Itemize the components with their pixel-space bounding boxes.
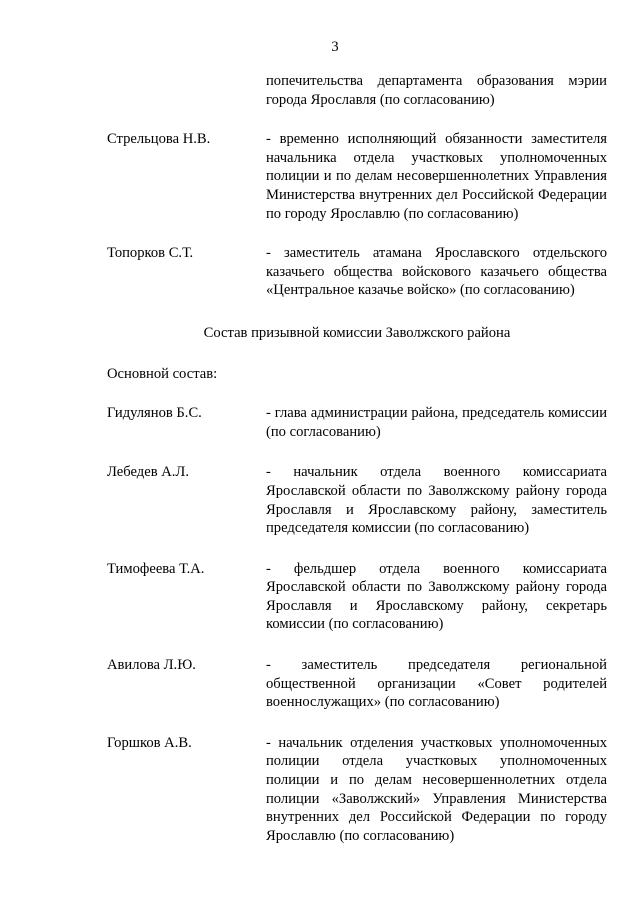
member-name: Тимофеева Т.А.: [107, 560, 205, 577]
member-name: Гидулянов Б.С.: [107, 405, 202, 422]
section-title: Состав призывной комиссии Заволжского района: [203, 324, 511, 341]
member-entry: [107, 130, 607, 223]
member-name: Горшков А.В.: [107, 734, 192, 751]
member-description: - начальник отделения участковых уполномоченных полиции отдела участковых уполномоченных полиции и по делам несовершеннолетних отдела полиции «Заволжский» Управления Министерства внутренних дел Российской Федерации по городу Ярославлю (по согласованию): [266, 734, 607, 844]
member-description: - заместитель председателя региональной общественной организации «Совет родителей военнослужащих» (по согласованию): [266, 657, 607, 711]
member-name: Стрельцова Н.В.: [107, 131, 211, 148]
continuation-text: попечительства департамента образования мэрии города Ярославля (по согласованию): [266, 73, 607, 108]
member-entry: [107, 656, 607, 712]
member-description: - временно исполняющий обязанности заместителя начальника отдела участковых уполномоченных полиции и по делам несовершеннолетних Управления Министерства внутренних дел Российской Федерации по городу Ярославлю (по согласованию): [266, 131, 607, 222]
member-entry: [107, 734, 607, 846]
member-entry: [107, 560, 607, 634]
member-entry: [107, 244, 607, 300]
member-name: Авилова Л.Ю.: [107, 657, 196, 674]
member-name: Лебедев А.Л.: [107, 464, 189, 481]
member-entry: [107, 463, 607, 537]
member-description: - заместитель атамана Ярославского отдельского казачьего общества войскового казачьего общества «Центральное казачье войско» (по согласованию): [266, 245, 607, 299]
member-entry: [107, 404, 607, 441]
member-name: Топорков С.Т.: [107, 245, 194, 262]
document-body: [107, 72, 607, 845]
member-description: - глава администрации района, председатель комиссии (по согласованию): [266, 405, 607, 440]
member-description: - фельдшер отдела военного комиссариата Ярославской области по Заволжскому району города Ярославля и Ярославскому району, секретарь комиссии (по согласованию): [266, 560, 607, 633]
subheading: Основной состав:: [107, 365, 218, 382]
member-description: - начальник отдела военного комиссариата Ярославской области по Заволжскому району города Ярославля и Ярославскому району, заместитель председателя комиссии (по согласованию): [266, 464, 607, 537]
page-number: 3: [331, 39, 339, 55]
